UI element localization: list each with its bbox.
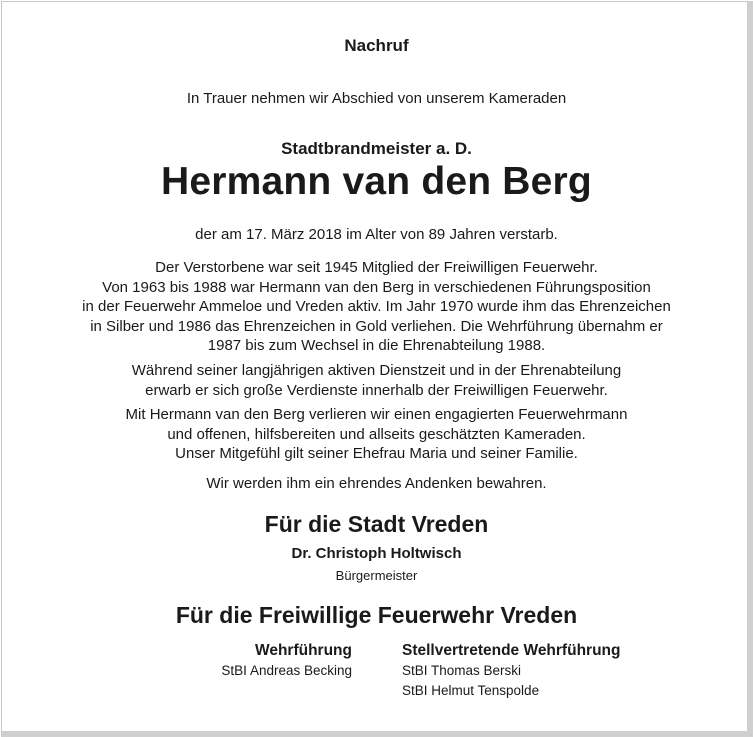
paragraph-line: Wir werden ihm ein ehrendes Andenken bewahren.: [206, 475, 547, 492]
paragraph-line: Während seiner langjährigen aktiven Dienstzeit und in der Ehrenabteilung: [131, 362, 622, 379]
deceased-rank: Stadtbrandmeister a. D.: [281, 139, 472, 158]
merits-paragraph: [0, 361, 753, 400]
mayor-role: Bürgermeister: [335, 568, 418, 583]
biography-paragraph: [0, 258, 753, 356]
paragraph-line: Unser Mitgefühl gilt seiner Ehefrau Maria und seiner Familie.: [175, 445, 578, 462]
deputy-leadership-column: [402, 641, 620, 701]
death-notice: der am 17. März 2018 im Alter von 89 Jahren verstarb.: [195, 226, 558, 243]
paragraph-line: erwarb er sich große Verdienste innerhalb der Freiwilligen Feuerwehr.: [145, 381, 608, 399]
mayor-name: Dr. Christoph Holtwisch: [291, 545, 462, 562]
paragraph-line: 1987 bis zum Wechsel in die Ehrenabteilung 1988.: [207, 337, 546, 354]
paragraph-line: Der Verstorbene war seit 1945 Mitglied der Freiwilligen Feuerwehr.: [155, 259, 598, 276]
paragraph-line: in Silber und 1986 das Ehrenzeichen in Gold verliehen. Die Wehrführung übernahm er: [90, 317, 663, 335]
paragraph-line: Mit Hermann van den Berg verlieren wir einen engagierten Feuerwehrmann: [125, 406, 628, 423]
leadership-column: [221, 641, 352, 681]
paragraph-line: und offenen, hilfsbereiten und allseits geschätzten Kameraden.: [167, 425, 586, 443]
deputy-leadership-member: StBI Thomas Berski: [402, 663, 522, 678]
closing-paragraph: [0, 474, 753, 494]
intro-text: In Trauer nehmen wir Abschied von unserem Kameraden: [186, 90, 567, 107]
deceased-name: Hermann van den Berg: [161, 160, 592, 203]
leadership-heading: Wehrführung: [254, 642, 352, 659]
city-signature-title: Für die Stadt Vreden: [264, 511, 489, 537]
deputy-leadership-heading: Stellvertretende Wehrführung: [402, 642, 621, 659]
leadership-member: StBI Andreas Becking: [221, 663, 352, 678]
obituary-heading: Nachruf: [344, 36, 409, 55]
paragraph-line: Von 1963 bis 1988 war Hermann van den Berg in verschiedenen Führungsposition: [102, 278, 651, 296]
condolence-paragraph: [0, 405, 753, 464]
deputy-leadership-member: StBI Helmut Tenspolde: [402, 683, 540, 698]
paragraph-line: in der Feuerwehr Ammeloe und Vreden aktiv. Im Jahr 1970 wurde ihm das Ehrenzeichen: [82, 298, 671, 315]
fire-department-title: Für die Freiwillige Feuerwehr Vreden: [175, 602, 578, 628]
